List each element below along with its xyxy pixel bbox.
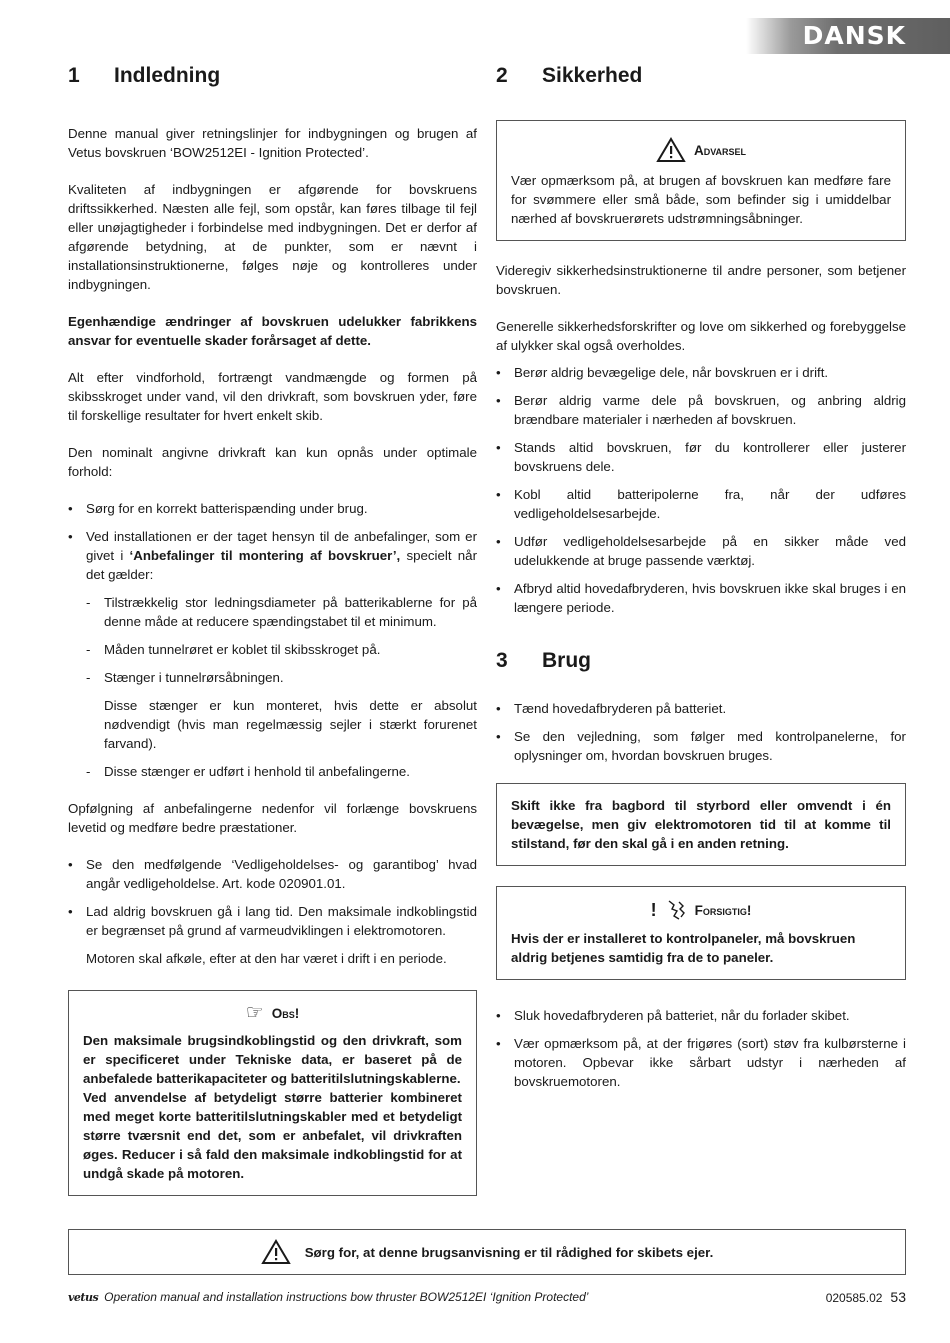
list-item-continuation: Motoren skal afkøle, efter at den har været i drift i en periode. <box>86 951 447 966</box>
caution-text: Hvis der er installeret to kontrolpaneler, må bovskruen aldrig betjenes samtidig fra de to paneler. <box>511 931 856 965</box>
list-item: • Sørg for en korrekt batterispænding under brug. <box>68 499 477 518</box>
footer-title: Operation manual and installation instructions bow thruster BOW2512EI ‘Ignition Protected’ <box>104 1290 589 1304</box>
paragraph: Kvaliteten af indbygningen er afgørende for bovskruens driftssikkerhed. Næsten alle fejl, som opstår, kan føres tilbage til fejl eller unøjagtigheder i forbindelse med indbygningen. Det er derfor af afgørende betydning, at de punkter, som er nævnt i installationsinstruktionerne, følges nøje og kontrolleres under indbygningen. <box>68 182 477 292</box>
list-item: - Tilstrækkelig stor ledningsdiameter på batterikablerne for på denne måde at reducere spændingstabet til et minimum. <box>86 593 477 631</box>
list-item: • Lad aldrig bovskruen gå i lang tid. Den maksimale indkoblingstid er begrænset på grund af varmeudviklingen i elektromotoren. Motoren skal afkøle, efter at den har været i drift i en periode. <box>68 902 477 968</box>
list-item: • Kobl altid batteripolerne fra, når der udføres vedligeholdelsesarbejde. <box>496 485 906 523</box>
vetus-logo: vetus <box>68 1290 99 1304</box>
owner-notice-text: Sørg for, at denne brugsanvisning er til rådighed for skibets ejer. <box>304 1244 714 1260</box>
warning-triangle-icon <box>261 1239 291 1265</box>
list-item: • Afbryd altid hovedafbryderen, hvis bovskruen ikke skal bruges i en længere periode. <box>496 579 906 617</box>
right-column <box>496 62 906 1109</box>
list-item: - Stænger i tunnelrørsåbningen. Disse stænger er kun monteret, hvis dette er absolut nødvendigt (hvis man regelmæssig sejler i stærkt forurenet farvand). <box>86 668 477 753</box>
list-item: • Se den vejledning, som følger med kontrolpanelerne, for oplysninger om, hvordan bovskruen bruges. <box>496 727 906 765</box>
bullet-list <box>496 1006 906 1091</box>
pointing-hand-icon: ☞ <box>245 1002 264 1024</box>
warning-triangle-icon <box>656 137 686 163</box>
warning-title: Advarsel <box>693 142 747 158</box>
left-column <box>68 62 477 1216</box>
bullet-list <box>496 363 906 617</box>
direction-notice-text: Skift ikke fra bagbord til styrbord eller omvendt i én bevægelse, men giv elektromotoren tid til at komme til stilstand, før den skal gå i en anden retning. <box>511 798 891 851</box>
warning-box <box>496 120 906 241</box>
obs-text: Ved anvendelse af betydeligt større batterier kombineret med meget korte batteritilslutningskabler med et betydeligt større tværsnit end det, som er anbefalet, vil drivkraften øges. Reducer i så fald den maksimale indkoblingstid for at undgå skade på motoren. <box>83 1090 462 1181</box>
section-heading-sikkerhed: 2 Sikkerhed <box>496 64 643 87</box>
paragraph: Generelle sikkerhedsforskrifter og love om sikkerhed og forebyggelse af ulykker skal også overholdes. <box>496 319 906 353</box>
list-item: - Disse stænger er udført i henhold til anbefalingerne. <box>86 762 477 781</box>
dash-list <box>86 593 477 781</box>
list-item: • Se den medfølgende ‘Vedligeholdelses- og garantibog’ hvad angår vedligeholdelse. Art. kode 020901.01. <box>68 855 477 893</box>
caution-icon: ! <box>650 900 657 920</box>
section-heading-indledning: 1 Indledning <box>68 64 221 87</box>
list-item: • Ved installationen er der taget hensyn til de anbefalinger, som er givet i ‘Anbefalinger til montering af bovskruer’, specielt når det gælder: - Tilstrækkelig stor ledningsdiameter på batterikablerne for på denne måde at reducere spændingstabet til et minimum. - Måden tunnelrøret er koblet til skibsskroget på. - Stænger i tunnelrørsåbningen. Disse stænger er kun monteret, hvis dette er absolut nødvendigt (hvis man regelmæssig sejler i stærkt forurenet farvand). - Disse stænger er udført i henhold til anbefalingerne. <box>68 527 477 781</box>
list-item: • Udfør vedligeholdelsesarbejde på en sikker måde ved udelukkende at bruge passende værktøj. <box>496 532 906 570</box>
bullet-list <box>68 499 477 781</box>
paragraph: Den nominalt angivne drivkraft kan kun opnås under optimale forhold: <box>68 445 477 479</box>
paragraph: Alt efter vindforhold, fortrængt vandmængde og formen på skibsskroget under vand, vil den drivkraft, som bovskruen yder, føre til forskellige resultater for hvert enkelt skib. <box>68 370 477 423</box>
list-item: • Tænd hovedafbryderen på batteriet. <box>496 699 906 718</box>
spark-icon <box>665 899 687 921</box>
bullet-list <box>496 699 906 765</box>
bullet-list <box>68 855 477 968</box>
list-item-continuation: Disse stænger er kun monteret, hvis dette er absolut nødvendigt (hvis man regelmæssig sejler i stærkt forurenet farvand). <box>104 698 477 751</box>
paragraph: Opfølgning af anbefalingerne nedenfor vil forlænge bovskruens levetid og medføre bedre præstationer. <box>68 801 477 835</box>
list-item: • Berør aldrig varme dele på bovskruen, og anbring aldrig brændbare materialer i nærheden af bovskruen. <box>496 391 906 429</box>
paragraph: Videregiv sikkerhedsinstruktionerne til andre personer, som betjener bovskruen. <box>496 263 906 297</box>
caution-box <box>496 886 906 980</box>
warning-text: Vær opmærksom på, at brugen af bovskruen kan medføre fare for svømmere eller små både, som befinder sig i umiddelbar nærhed af bovskruerørets udstrømningsåbninger. <box>511 173 891 226</box>
page-footer <box>68 1287 906 1307</box>
caution-title: Forsigtig! <box>694 902 752 918</box>
direction-notice-box <box>496 783 906 866</box>
paragraph-bold: Egenhændige ændringer af bovskruen udelukker fabrikkens ansvar for eventuelle skader forårsaget af dette. <box>68 314 477 348</box>
page-number: 53 <box>890 1289 906 1305</box>
obs-box <box>68 990 477 1196</box>
doc-code: 020585.02 <box>825 1291 883 1305</box>
obs-text: Den maksimale brugsindkoblingstid og den drivkraft, som er specificeret under Tekniske data, er baseret på de anbefalede batterikapaciteter og batteritilslutningskablerne. <box>83 1033 462 1086</box>
list-item: • Stands altid bovskruen, før du kontrollerer eller justerer bovskruens dele. <box>496 438 906 476</box>
section-heading-brug: 3 Brug <box>496 649 591 672</box>
paragraph: Denne manual giver retningslinjer for indbygningen og brugen af Vetus bovskruen ‘BOW2512EI - Ignition Protected’. <box>68 126 477 160</box>
obs-title: Obs! <box>271 1005 300 1021</box>
list-item: - Måden tunnelrøret er koblet til skibsskroget på. <box>86 640 477 659</box>
owner-notice-box <box>68 1229 906 1275</box>
language-tab: DANSK <box>746 18 950 54</box>
list-item: • Sluk hovedafbryderen på batteriet, når du forlader skibet. <box>496 1006 906 1025</box>
list-item: • Vær opmærksom på, at der frigøres (sort) støv fra kulbørsterne i motoren. Opbevar ikke sårbart udstyr i nærheden af bovskruemotoren. <box>496 1034 906 1091</box>
list-item: • Berør aldrig bevægelige dele, når bovskruen er i drift. <box>496 363 906 382</box>
